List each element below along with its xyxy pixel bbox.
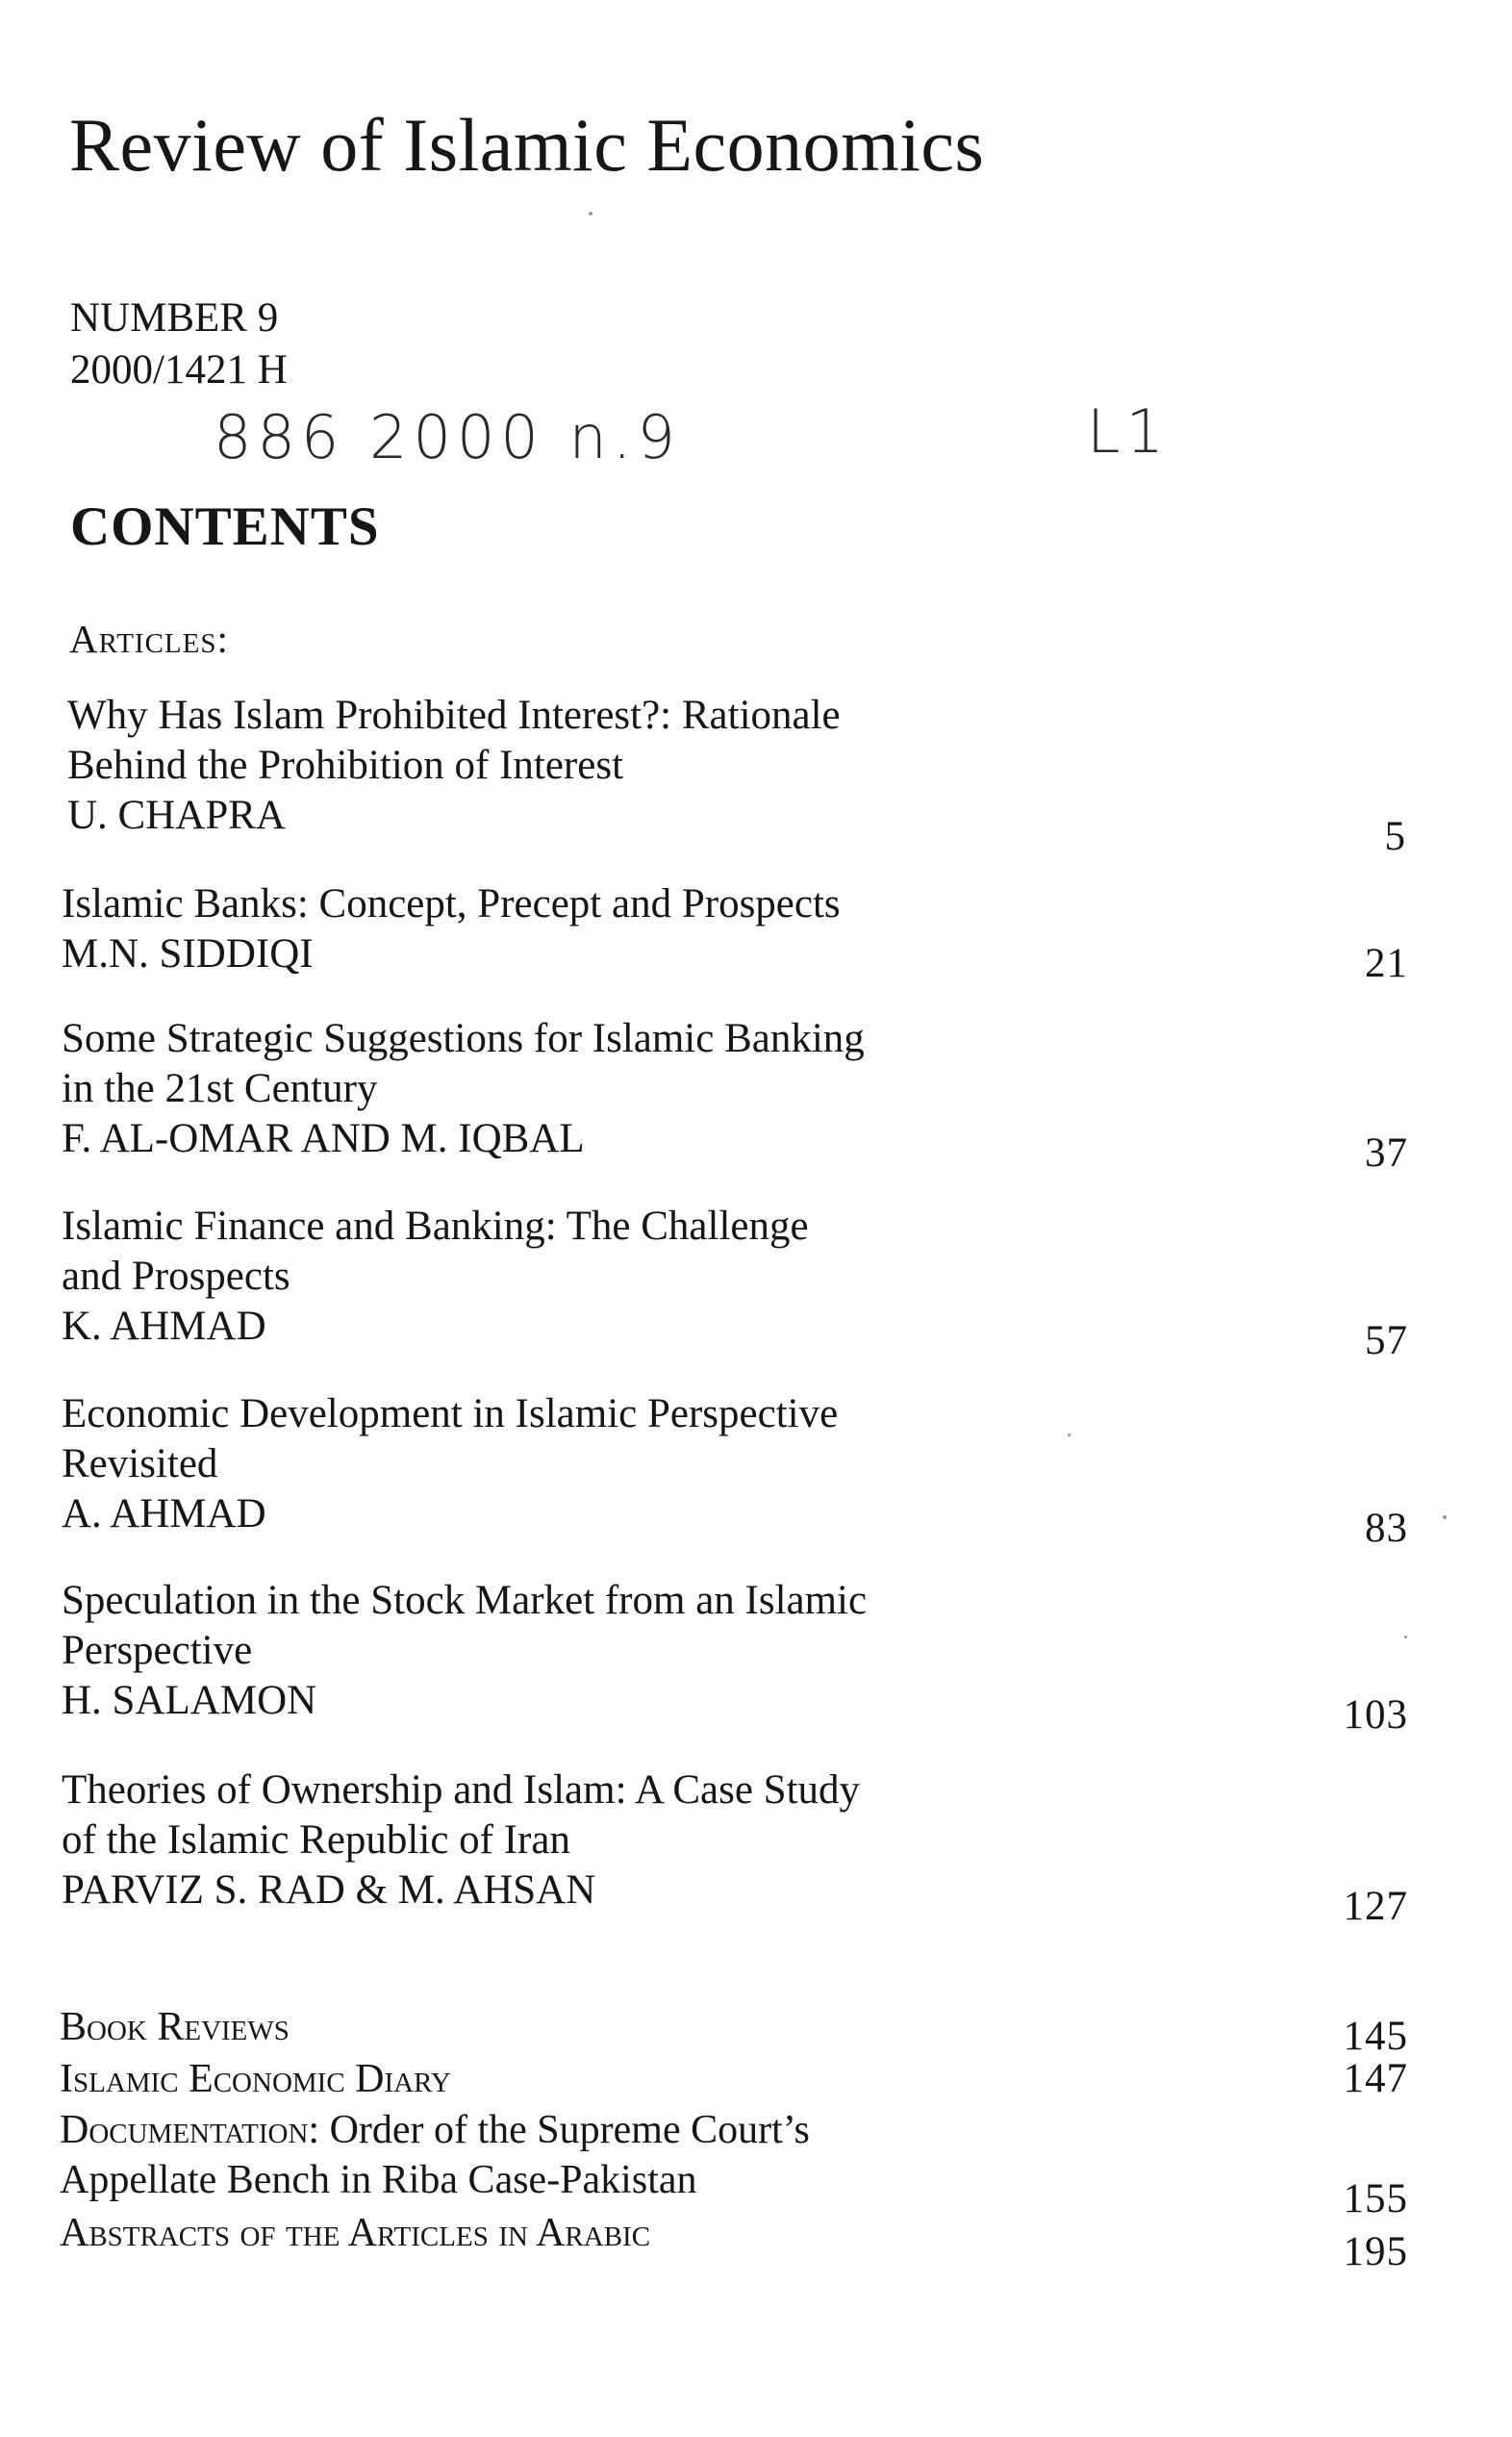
article-author: F. AL-OMAR AND M. IQBAL [62,1116,585,1161]
article-title-line: Revisited [62,1441,218,1486]
abstracts-entry [60,2208,1408,2274]
issue-date: 2000/1421 H [70,347,288,393]
article-title-line: Perspective [62,1628,253,1673]
article-title-line: in the 21st Century [62,1066,378,1111]
documentation-page: 155 [1343,2176,1408,2221]
article-author: A. AHMAD [62,1491,266,1536]
article-entry [62,1014,1408,1176]
contents-heading: CONTENTS [70,496,380,557]
article-title-line: Islamic Banks: Concept, Precept and Prospects [62,881,841,927]
article-entry [62,879,1408,986]
journal-title: Review of Islamic Economics [69,103,985,187]
documentation-text: Appellate Bench in Riba Case-Pakistan [60,2158,697,2202]
handwritten-code: L1 [1087,396,1170,467]
article-page-number: 103 [1343,1692,1408,1738]
article-entry [62,1389,1408,1551]
article-title-line: of the Islamic Republic of Iran [62,1817,570,1863]
book-reviews-page: 145 [1343,2014,1408,2059]
article-title-line: Theories of Ownership and Islam: A Case Study [62,1767,861,1813]
book-reviews-label: Book Reviews [60,2005,290,2049]
article-entry [67,691,1406,859]
articles-label: Articles: [69,617,229,661]
documentation-entry [60,2105,1408,2221]
article-page-number: 57 [1365,1318,1408,1363]
article-entry [62,1576,1408,1738]
issue-number: NUMBER 9 [70,295,279,341]
article-author: PARVIZ S. RAD & M. AHSAN [62,1867,596,1913]
article-entry [62,1765,1408,1929]
article-page-number: 21 [1365,941,1408,986]
article-author: K. AHMAD [62,1304,266,1349]
article-page-number: 83 [1365,1506,1408,1551]
article-title-line: Why Has Islam Prohibited Interest?: Rationale [67,693,841,738]
article-author: H. SALAMON [62,1678,317,1723]
book-reviews-entry [60,2002,1408,2059]
article-page-number: 37 [1365,1130,1408,1176]
diary-page: 147 [1343,2056,1408,2101]
scan-speck [589,212,592,216]
article-page-number: 127 [1343,1884,1408,1929]
article-title-line: Islamic Finance and Banking: The Challenge [62,1204,809,1249]
documentation-label: Documentation: [60,2108,320,2152]
handwritten-shelf-mark: 886 2000 n.9 [214,402,681,472]
article-title-line: Economic Development in Islamic Perspective [62,1391,839,1436]
article-page-number: 5 [1384,814,1406,859]
abstracts-page: 195 [1343,2229,1408,2274]
article-author: U. CHAPRA [67,793,286,838]
abstracts-label: Abstracts of the Articles in Arabic [60,2211,651,2255]
article-title-line: Behind the Prohibition of Interest [67,743,624,788]
article-title-line: Speculation in the Stock Market from an Islamic [62,1578,868,1623]
scan-speck [1404,1636,1407,1638]
scan-speck [1068,1434,1071,1436]
diary-entry [60,2054,1408,2104]
article-entry [62,1202,1408,1363]
article-title-line: and Prospects [62,1254,290,1299]
scan-speck [1443,1515,1447,1519]
diary-label: Islamic Economic Diary [60,2057,451,2101]
article-author: M.N. SIDDIQI [62,931,314,977]
documentation-text: Order of the Supreme Court’s [319,2108,810,2152]
article-title-line: Some Strategic Suggestions for Islamic Banking [62,1016,865,1061]
